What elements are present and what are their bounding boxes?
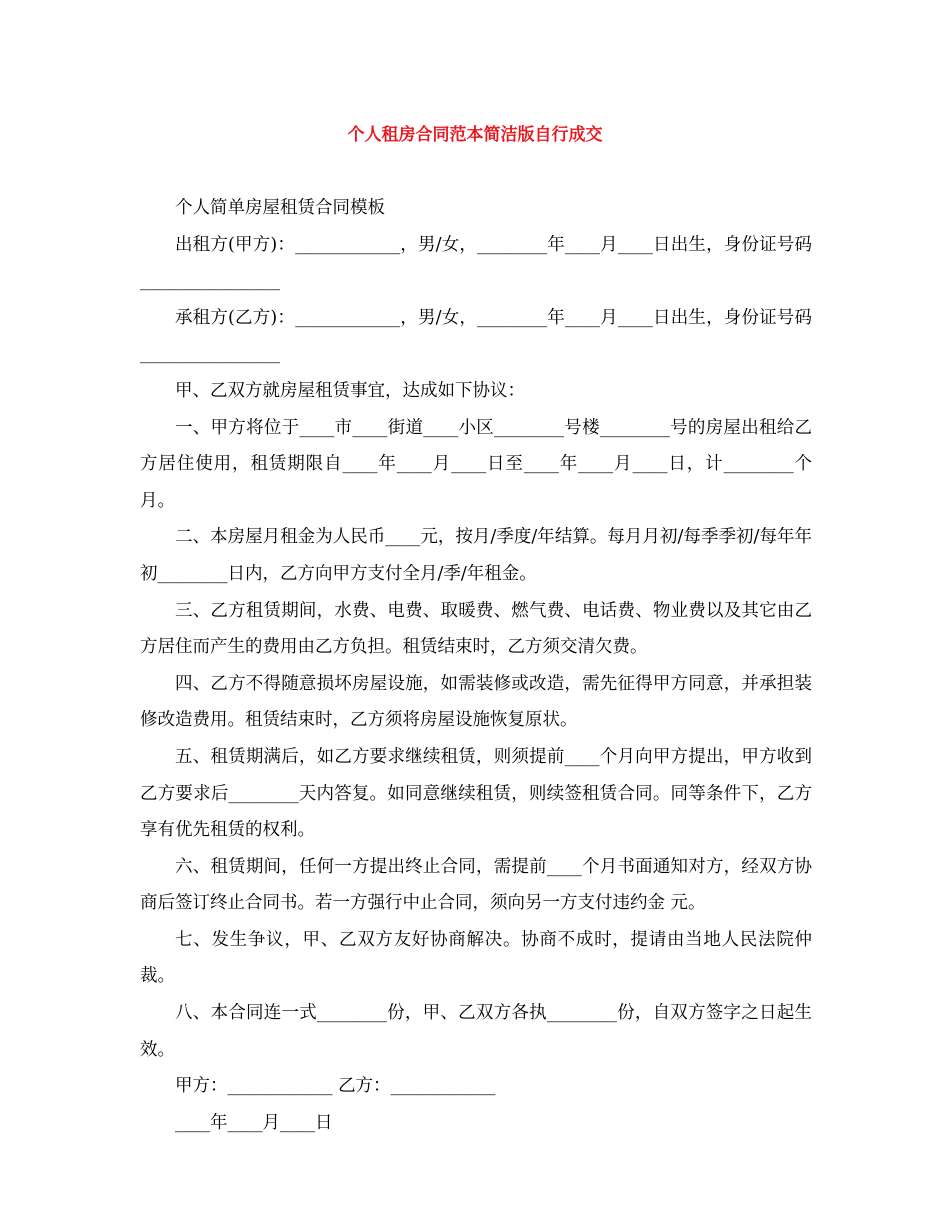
signature-line: 甲方：____________ 乙方：____________ (175, 1076, 496, 1097)
date-line: ____年____月____日 (175, 1112, 333, 1133)
clause-6-paragraph: 六、租赁期间，任何一方提出终止合同，需提前____个月书面通知对方，经双方协商后签订终止合同书。若一方强行中止合同，须向另一方支付违约金 元。 (140, 856, 812, 914)
clause-4-paragraph: 四、乙方不得随意损坏房屋设施，如需装修或改造，需先征得甲方同意，并承担装修改造费用。租赁结束时，乙方须将房屋设施恢复原状。 (140, 673, 812, 731)
clause-3-paragraph: 三、乙方租赁期间，水费、电费、取暖费、燃气费、电话费、物业费以及其它由乙方居住而产生的费用由乙方负担。租赁结束时，乙方须交清欠费。 (140, 600, 812, 658)
lessee-info-paragraph: 承租方(乙方)：____________，男/女，________年____月____日出生，身份证号码________________ (140, 307, 812, 365)
clause-2-paragraph: 二、本房屋月租金为人民币____元，按月/季度/年结算。每月月初/每季季初/每年年初________日内，乙方向甲方支付全月/季/年租金。 (140, 527, 812, 584)
clause-8-paragraph: 八、本合同连一式________份，甲、乙双方各执________份，自双方签字之日起生效。 (140, 1003, 812, 1060)
clause-7-paragraph: 七、发生争议，甲、乙双方友好协商解决。协商不成时，提请由当地人民法院仲裁。 (140, 929, 812, 987)
agreement-intro-paragraph: 甲、乙双方就房屋租赁事宜，达成如下协议： (175, 380, 525, 401)
subtitle-paragraph: 个人简单房屋租赁合同模板 (175, 198, 385, 218)
lessor-info-paragraph: 出租方(甲方)：____________，男/女，________年____月____日出生，身份证号码________________ (140, 234, 812, 292)
document-title: 个人租房合同范本简洁版自行成交 (347, 125, 603, 145)
clause-1-paragraph: 一、甲方将位于____市____街道____小区________号楼________号的房屋出租给乙方居住使用，租赁期限自____年____月____日至____年____月____日，计________个月。 (140, 417, 812, 511)
document-body (140, 190, 812, 1141)
clause-5-paragraph: 五、租赁期满后，如乙方要求继续租赁，则须提前____个月向甲方提出，甲方收到乙方要求后________天内答复。如同意继续租赁，则续签租赁合同。同等条件下，乙方享有优先租赁的权利。 (140, 746, 812, 841)
